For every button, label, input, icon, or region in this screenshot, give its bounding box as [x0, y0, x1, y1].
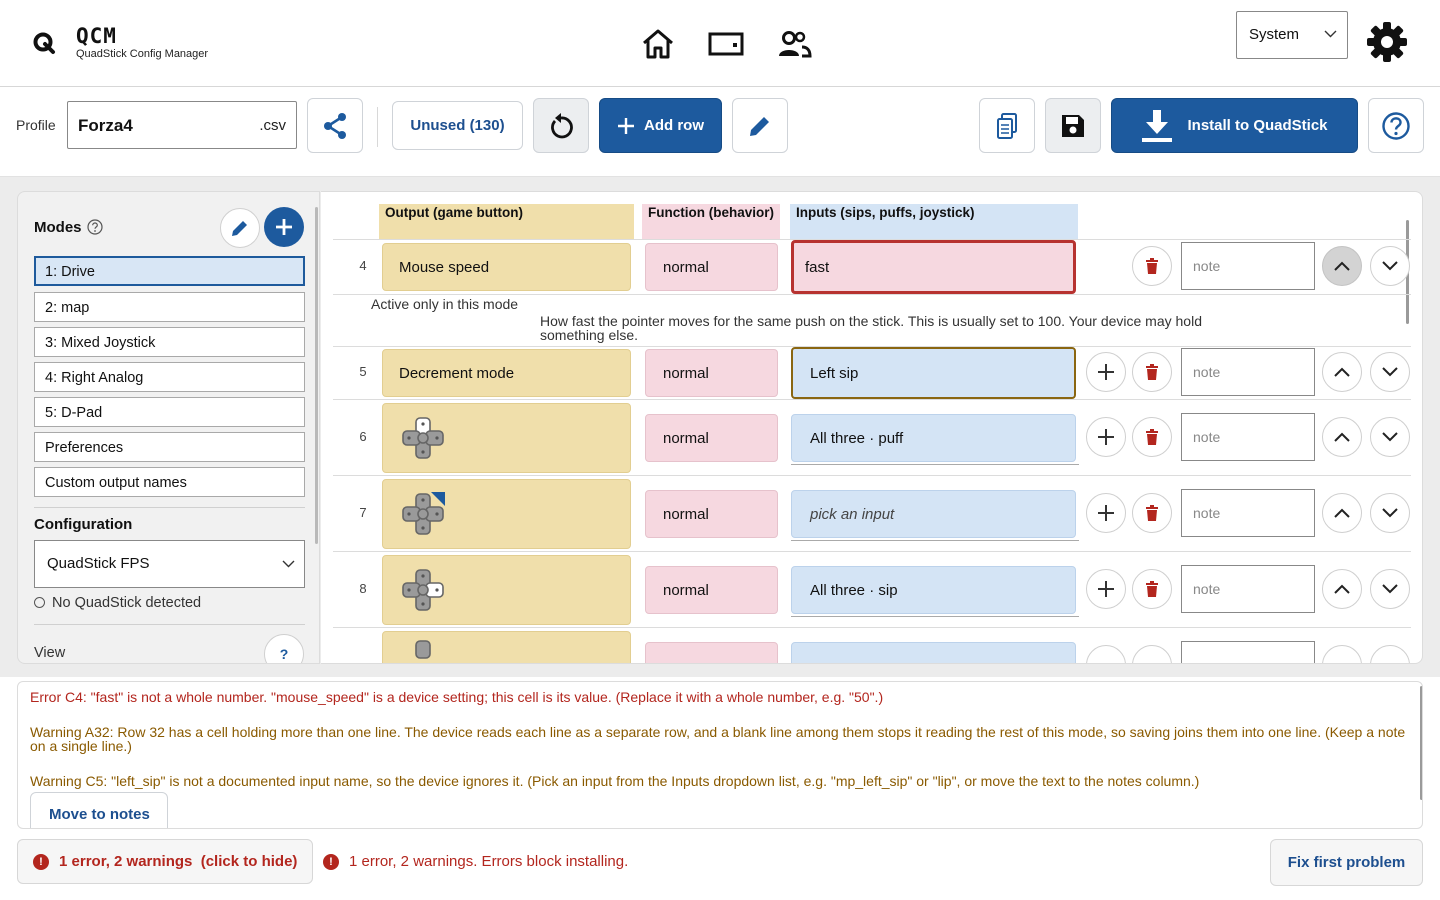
delete-row-button[interactable]	[1132, 246, 1172, 286]
input-underline	[791, 616, 1079, 617]
plus-icon	[617, 117, 635, 135]
add-input-button[interactable]	[1086, 352, 1126, 392]
move-up-button[interactable]	[1322, 493, 1362, 533]
save-icon	[1060, 113, 1086, 139]
output-cell[interactable]	[382, 403, 631, 473]
add-input-button[interactable]	[1086, 569, 1126, 609]
mode-item-d-pad[interactable]: 5: D-Pad	[34, 397, 305, 427]
gear-icon[interactable]	[1364, 19, 1410, 65]
move-down-button[interactable]	[1370, 417, 1410, 457]
note-input[interactable]: note	[1181, 565, 1315, 613]
note-input[interactable]: note	[1181, 413, 1315, 461]
delete-row-button[interactable]	[1132, 493, 1172, 533]
chevron-down-icon	[282, 560, 295, 568]
row-number: 6	[359, 429, 367, 444]
move-down-button[interactable]	[1370, 493, 1410, 533]
mode-item-map[interactable]: 2: map	[34, 292, 305, 322]
profile-name-input[interactable]	[67, 101, 297, 149]
download-icon	[1141, 109, 1173, 143]
mode-item-right-analog[interactable]: 4: Right Analog	[34, 362, 305, 392]
note-input[interactable]: note	[1181, 242, 1315, 290]
chevron-down-icon	[1382, 508, 1398, 518]
chevron-down-icon	[1382, 584, 1398, 594]
configuration-select[interactable]	[34, 540, 305, 588]
input-underline	[791, 464, 1079, 465]
dpad-upright-icon	[399, 490, 447, 538]
chevron-down-icon	[1382, 261, 1398, 271]
modes-panel	[17, 191, 320, 664]
mode-item-mixed-joystick[interactable]: 3: Mixed Joystick	[34, 327, 305, 357]
share-icon	[322, 112, 348, 140]
move-up-button[interactable]	[1322, 569, 1362, 609]
plus-icon	[1097, 580, 1115, 598]
messages-scrollbar[interactable]	[1420, 686, 1423, 800]
fix-first-problem-button[interactable]: Fix first problem	[1270, 839, 1423, 886]
input-cell[interactable]: Left sip	[791, 347, 1076, 399]
mode-item-drive[interactable]: 1: Drive	[34, 256, 305, 286]
add-mode-button[interactable]	[264, 207, 304, 247]
chevron-up-icon	[1334, 261, 1350, 271]
plus-icon	[1097, 428, 1115, 446]
error-icon: !	[323, 854, 339, 870]
move-up-button[interactable]	[1322, 417, 1362, 457]
section-divider	[34, 507, 305, 508]
move-up-button[interactable]	[1322, 246, 1362, 286]
app-title: QCM	[76, 24, 117, 48]
input-cell[interactable]: All three · puff	[791, 414, 1076, 462]
chevron-down-icon	[1382, 432, 1398, 442]
undo-icon	[548, 112, 574, 140]
status-dot-icon	[34, 597, 45, 608]
trash-icon	[1145, 429, 1159, 445]
move-down-button[interactable]	[1370, 569, 1410, 609]
row-divider	[333, 551, 1411, 552]
configuration-select-value: QuadStick FPS	[47, 555, 150, 572]
input-cell[interactable]: pick an input	[791, 490, 1076, 538]
output-cell[interactable]: Decrement mode	[382, 349, 631, 397]
input-underline	[791, 540, 1079, 541]
share-button[interactable]	[307, 98, 363, 153]
chevron-down-icon	[1382, 367, 1398, 377]
input-cell[interactable]: fast	[791, 240, 1076, 294]
help-button[interactable]	[1368, 98, 1424, 153]
configuration-title: Configuration	[34, 516, 133, 533]
chevron-up-icon	[1334, 584, 1350, 594]
device-status-text: No QuadStick detected	[52, 595, 202, 611]
section-divider	[34, 624, 305, 625]
row-divider	[333, 627, 1411, 628]
pencil-icon	[230, 218, 250, 238]
input-cell[interactable]	[791, 642, 1076, 664]
warning-message: Warning C5: "left_sip" is not a documented input name, so the device ignores it. (Pick an input from the Inputs dropdown list, e.g. "mp_left_sip" or "lip", or move the text to the notes column.)	[30, 773, 1200, 789]
trash-icon	[1145, 364, 1159, 380]
modes-scrollbar[interactable]	[315, 207, 318, 544]
theme-select[interactable]	[1236, 11, 1348, 59]
add-row-label: Add row	[644, 117, 704, 134]
app-subtitle: QuadStick Config Manager	[76, 48, 209, 60]
move-to-notes-button[interactable]: Move to notes	[30, 792, 168, 829]
issues-toggle-button[interactable]	[17, 839, 313, 884]
mode-item-preferences[interactable]: Preferences	[34, 432, 305, 462]
error-message: Error C4: "fast" is not a whole number. "mouse_speed" is a device setting; this cell is its value. (Replace it with a whole number, e.g. "50".)	[30, 689, 884, 705]
plus-icon	[274, 217, 294, 237]
plus-icon	[1097, 504, 1115, 522]
row-divider	[333, 294, 1411, 295]
edit-mode-button[interactable]	[220, 208, 260, 248]
output-cell[interactable]	[382, 555, 631, 625]
mode-item-custom-output-names[interactable]: Custom output names	[34, 467, 305, 497]
dpad-icon	[399, 637, 447, 664]
chevron-up-icon	[1334, 432, 1350, 442]
device-icon[interactable]	[706, 24, 746, 64]
row-number: 7	[359, 505, 367, 520]
move-down-button[interactable]	[1370, 352, 1410, 392]
move-up-button[interactable]	[1322, 645, 1362, 664]
install-label: Install to QuadStick	[1187, 117, 1328, 134]
help-circle-icon	[1381, 111, 1411, 141]
chevron-up-icon	[1334, 508, 1350, 518]
copy-button[interactable]	[979, 98, 1035, 153]
status-summary	[323, 853, 628, 870]
function-cell[interactable]: normal	[645, 349, 778, 397]
unused-button[interactable]: Unused (130)	[392, 101, 523, 150]
app-header	[0, 0, 1440, 87]
row-divider	[333, 475, 1411, 476]
profile-name-value: Forza4	[78, 116, 133, 135]
move-up-button[interactable]	[1322, 352, 1362, 392]
output-cell[interactable]	[382, 479, 631, 549]
output-cell[interactable]	[382, 631, 631, 664]
issues-toggle-label: 1 error, 2 warnings (click to hide)	[59, 853, 298, 870]
view-help-button[interactable]: ?	[264, 634, 304, 664]
dpad-up-icon	[399, 414, 447, 462]
chevron-down-icon	[1324, 30, 1337, 38]
help-circle-icon[interactable]	[87, 219, 103, 235]
profile-extension: .csv	[259, 117, 286, 134]
column-header-inputs: Inputs (sips, puffs, joystick)	[790, 204, 1078, 240]
modes-title: Modes	[34, 219, 82, 236]
status-summary-text: 1 error, 2 warnings. Errors block installing.	[349, 853, 629, 870]
function-cell[interactable]: normal	[645, 414, 778, 462]
function-cell[interactable]: normal	[645, 243, 778, 291]
trash-icon	[1145, 505, 1159, 521]
row-number: 8	[359, 581, 367, 596]
move-down-button[interactable]	[1370, 246, 1410, 286]
input-cell[interactable]: All three · sip	[791, 566, 1076, 614]
delete-row-button[interactable]	[1132, 352, 1172, 392]
theme-select-value: System	[1249, 26, 1300, 43]
delete-row-button[interactable]	[1132, 645, 1172, 664]
profile-label: Profile	[16, 117, 56, 133]
delete-row-button[interactable]	[1132, 569, 1172, 609]
warning-message: Warning A32: Row 32 has a cell holding more than one line. The device reads each line as a separate row, and a blank line among them stops it reading the rest of this mode, so saving joins them into one line. (Keep a note on a single line.)	[30, 724, 1406, 754]
copy-icon	[995, 112, 1019, 140]
qcm-logo-icon	[32, 31, 56, 55]
error-icon: !	[33, 854, 49, 870]
add-row-button[interactable]	[599, 98, 722, 153]
row-number: 4	[359, 258, 367, 273]
note-input[interactable]: note	[1181, 489, 1315, 537]
undo-button[interactable]	[533, 98, 589, 153]
function-cell[interactable]: normal	[645, 566, 778, 614]
plus-icon	[1097, 363, 1115, 381]
column-header-output: Output (game button)	[379, 204, 634, 240]
users-icon[interactable]	[774, 24, 814, 64]
add-input-button[interactable]	[1086, 493, 1126, 533]
output-cell[interactable]: Mouse speed	[382, 243, 631, 291]
save-button[interactable]	[1045, 98, 1101, 153]
move-down-button[interactable]	[1370, 645, 1410, 664]
pencil-icon	[747, 113, 773, 139]
install-button[interactable]	[1111, 98, 1358, 153]
device-status	[34, 595, 201, 611]
delete-row-button[interactable]	[1132, 417, 1172, 457]
mode-note: Active only in this mode	[371, 296, 519, 312]
toolbar	[0, 87, 1440, 177]
rows-grid	[321, 191, 1423, 664]
add-input-button[interactable]	[1086, 417, 1126, 457]
trash-icon	[1145, 581, 1159, 597]
toolbar-divider	[377, 107, 378, 147]
row-divider	[333, 399, 1411, 400]
column-header-function: Function (behavior)	[642, 204, 780, 240]
row-help-text: How fast the pointer moves for the same push on the stick. This is usually set to 100. Your device may hold something else.	[540, 313, 1202, 343]
function-cell[interactable]	[645, 642, 778, 664]
view-label: View	[34, 645, 66, 661]
row-number: 5	[359, 364, 367, 379]
edit-button[interactable]	[732, 98, 788, 153]
add-input-button[interactable]	[1086, 645, 1126, 664]
dpad-right-icon	[399, 566, 447, 614]
chevron-up-icon	[1334, 367, 1350, 377]
validation-messages	[17, 681, 1423, 829]
trash-icon	[1145, 258, 1159, 274]
function-cell[interactable]: normal	[645, 490, 778, 538]
note-input[interactable]	[1181, 641, 1315, 664]
home-icon[interactable]	[638, 24, 678, 64]
note-input[interactable]: note	[1181, 348, 1315, 396]
